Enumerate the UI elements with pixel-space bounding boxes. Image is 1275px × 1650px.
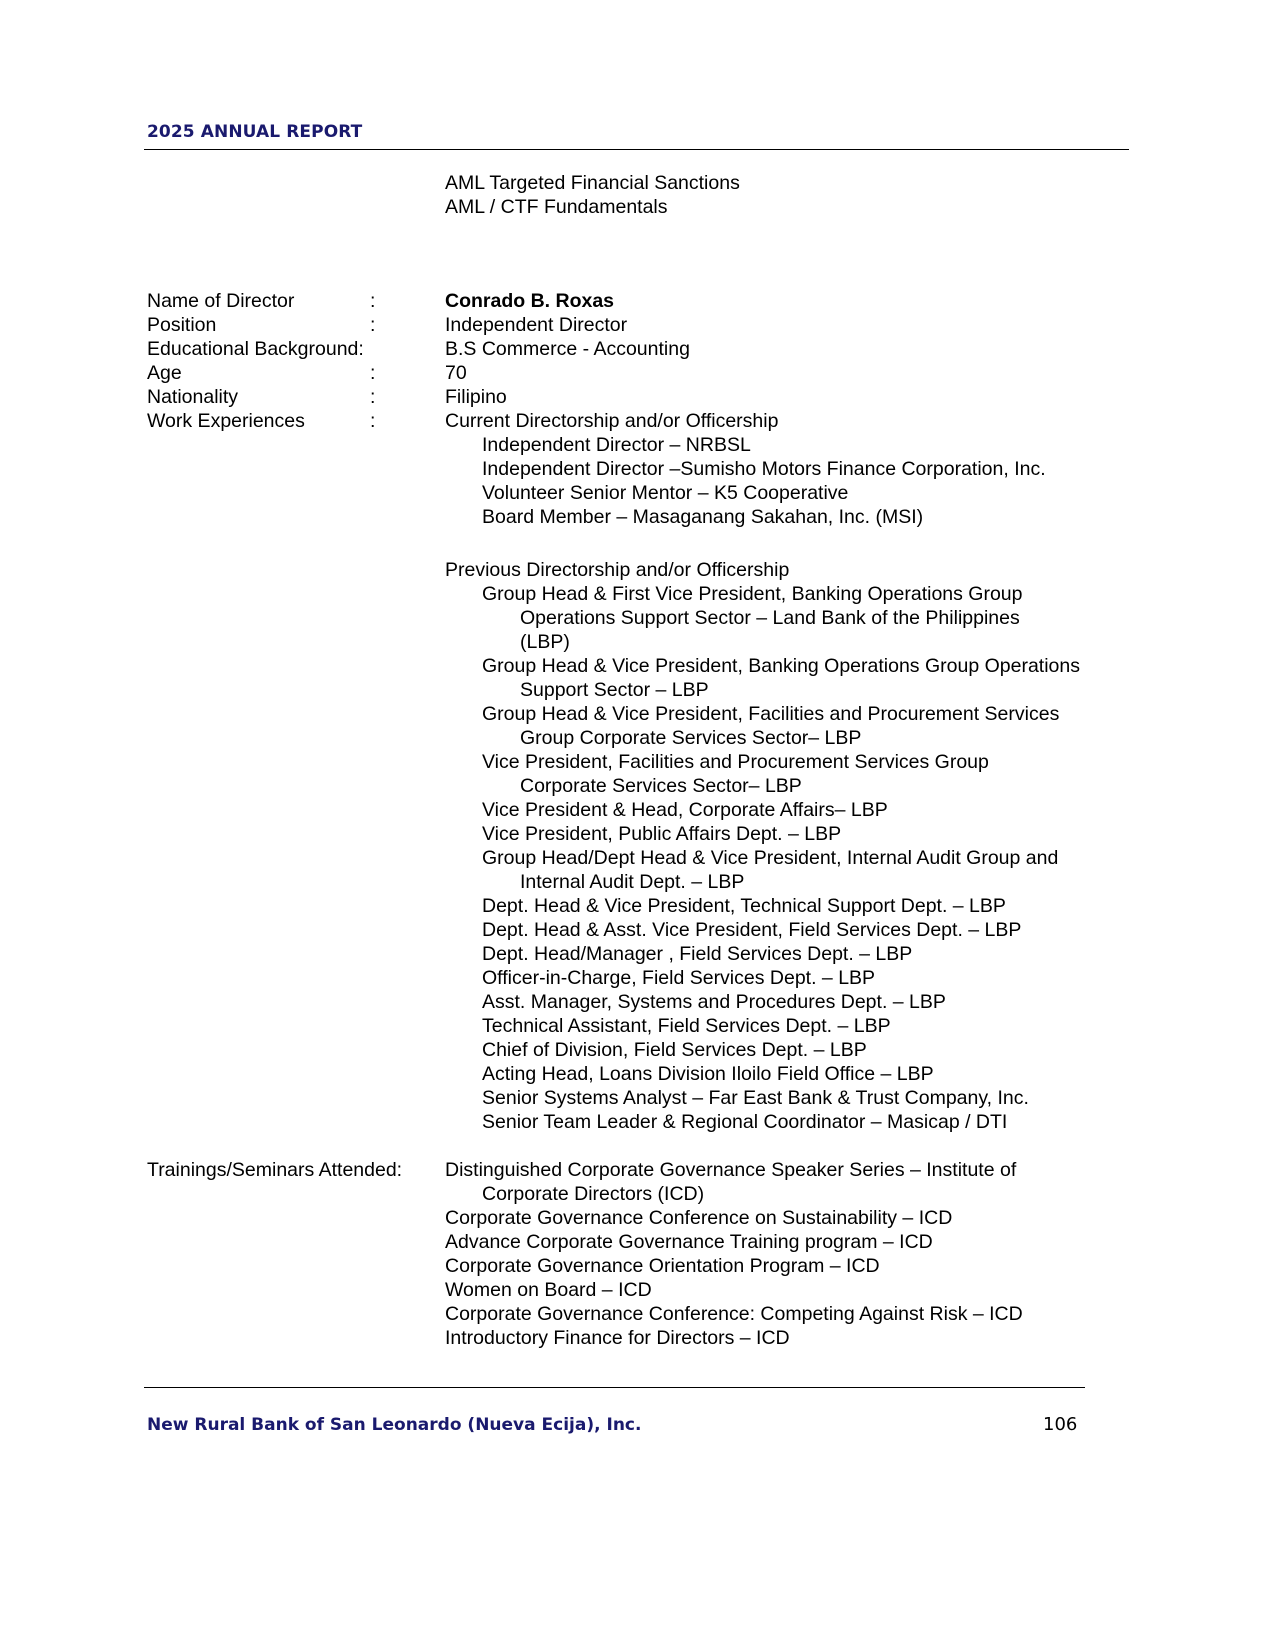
previous-position-item: Senior Systems Analyst – Far East Bank & Trust Company, Inc. [482,1087,1029,1109]
director-position: Independent Director [445,314,628,336]
training-item: Distinguished Corporate Governance Speaker Series – Institute of [445,1159,1017,1181]
previous-position-item: Dept. Head & Vice President, Technical Support Dept. – LBP [482,895,1006,917]
training-item: Women on Board – ICD [445,1279,652,1301]
previous-position-item: Group Head/Dept Head & Vice President, Internal Audit Group and [482,847,1059,869]
header-divider [144,149,1129,150]
label-nationality: Nationality [147,386,239,408]
training-item: Corporate Governance Conference: Competing Against Risk – ICD [445,1303,1023,1325]
label-position: Position [147,314,217,336]
previous-position-item: Group Head & Vice President, Banking Operations Group Operations [482,655,1080,677]
previous-position-item: Asst. Manager, Systems and Procedures Dept. – LBP [482,991,946,1013]
director-education: B.S Commerce - Accounting [445,338,690,360]
previous-position-continuation: Support Sector – LBP [520,679,709,701]
director-nationality: Filipino [445,386,507,408]
label-colon: : [370,410,376,432]
current-position-item: Volunteer Senior Mentor – K5 Cooperative [482,482,849,504]
previous-position-item: Senior Team Leader & Regional Coordinator – Masicap / DTI [482,1111,1008,1133]
previous-position-item: Acting Head, Loans Division Iloilo Field Office – LBP [482,1063,934,1085]
previous-position-item: Dept. Head & Asst. Vice President, Field Services Dept. – LBP [482,919,1022,941]
previous-position-continuation: Operations Support Sector – Land Bank of the Philippines [520,607,1020,629]
previous-position-item: Vice President, Public Affairs Dept. – LBP [482,823,842,845]
label-trainings-seminars: Trainings/Seminars Attended: [147,1159,403,1181]
training-item: Corporate Governance Conference on Sustainability – ICD [445,1207,953,1229]
previous-position-item: Officer-in-Charge, Field Services Dept. – LBP [482,967,876,989]
label-educational-background: Educational Background: [147,338,364,360]
previous-position-item: Group Head & Vice President, Facilities and Procurement Services [482,703,1060,725]
previous-position-item: Dept. Head/Manager , Field Services Dept. – LBP [482,943,913,965]
previous-position-continuation: Internal Audit Dept. – LBP [520,871,745,893]
director-name: Conrado B. Roxas [445,290,615,312]
training-continuation: Corporate Directors (ICD) [482,1183,705,1205]
director-age: 70 [445,362,467,384]
current-directorship-heading: Current Directorship and/or Officership [445,410,779,432]
previous-directorship-heading: Previous Directorship and/or Officership [445,559,790,581]
previous-position-item: Group Head & First Vice President, Banking Operations Group [482,583,1023,605]
training-item: Introductory Finance for Directors – ICD [445,1327,790,1349]
page-number: 106 [1043,1414,1078,1435]
training-item: Corporate Governance Orientation Program – ICD [445,1255,880,1277]
previous-position-item: Vice President, Facilities and Procurement Services Group [482,751,989,773]
current-position-item: Independent Director –Sumisho Motors Finance Corporation, Inc. [482,458,1046,480]
previous-position-item: Vice President & Head, Corporate Affairs– LBP [482,799,888,821]
label-name-of-director: Name of Director [147,290,295,312]
label-colon: : [370,386,376,408]
footer-bank-name: New Rural Bank of San Leonardo (Nueva Ecija), Inc. [147,1415,642,1435]
label-work-experiences: Work Experiences [147,410,305,432]
label-colon: : [370,362,376,384]
previous-position-continuation: (LBP) [520,631,570,653]
training-item: AML / CTF Fundamentals [445,196,668,218]
current-position-item: Board Member – Masaganang Sakahan, Inc. (MSI) [482,506,924,528]
label-colon: : [370,290,376,312]
footer-divider [144,1387,1085,1388]
training-item: Advance Corporate Governance Training program – ICD [445,1231,933,1253]
label-colon: : [370,314,376,336]
label-age: Age [147,362,182,384]
training-item: AML Targeted Financial Sanctions [445,172,740,194]
previous-position-item: Technical Assistant, Field Services Dept. – LBP [482,1015,891,1037]
current-position-item: Independent Director – NRBSL [482,434,751,456]
report-header-title: 2025 ANNUAL REPORT [147,122,363,142]
previous-position-item: Chief of Division, Field Services Dept. – LBP [482,1039,867,1061]
previous-position-continuation: Corporate Services Sector– LBP [520,775,802,797]
previous-position-continuation: Group Corporate Services Sector– LBP [520,727,862,749]
